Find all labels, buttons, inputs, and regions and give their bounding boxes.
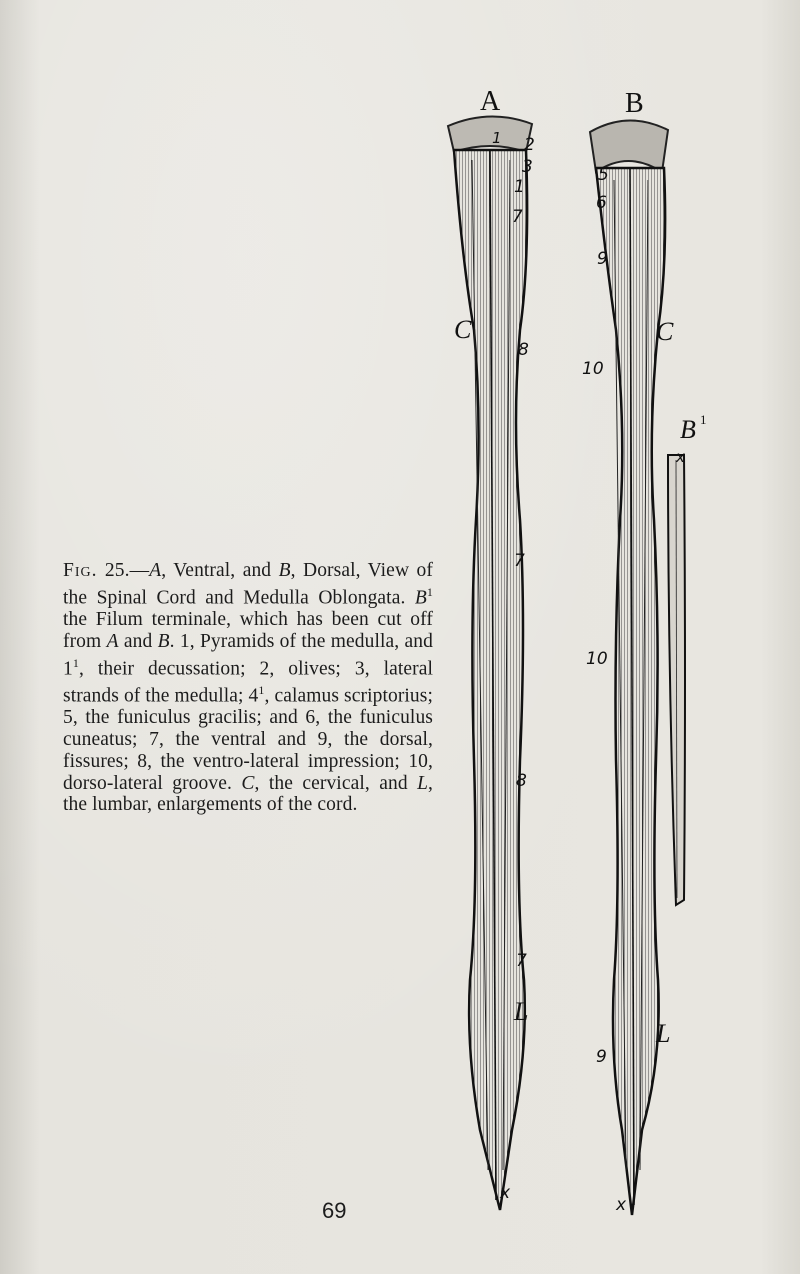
ventral-medulla-top xyxy=(448,116,532,152)
label-decussation: 1 xyxy=(492,129,502,147)
caption-superscript: 1 xyxy=(426,584,433,599)
caption-italic-letter: B xyxy=(414,587,427,609)
caption-text: , the lumbar, enlargements of the cord. xyxy=(63,772,433,816)
filum-title-sup: 1 xyxy=(700,412,707,427)
figure-caption xyxy=(63,560,433,816)
label-ventrolateral-upper: 8 xyxy=(518,340,529,360)
caption-italic-letter: L xyxy=(417,772,429,794)
caption-text: 25.— xyxy=(97,560,150,581)
caption-superscript: 1 xyxy=(258,682,265,697)
figure-label: Fig. xyxy=(63,560,98,581)
label-lumbar-a: L xyxy=(514,997,529,1026)
label-dorsolateral-lower: 10 xyxy=(586,649,608,669)
caption-text: and xyxy=(118,630,158,652)
caption-text: , Dorsal, View of the Spinal Cord and Medulla Oblongata. xyxy=(63,560,433,609)
label-dorsal-fissure-lower: 9 xyxy=(596,1047,607,1067)
dorsal-view-title: B xyxy=(625,88,644,119)
label-cut-end-a: x xyxy=(500,1183,511,1203)
caption-text: , calamus scriptorius; 5, the funiculus gracilis; and 6, the funiculus cuneatus; 7, the ventral and 9, the dorsal, fissures; 8, the ventro-lateral impression; 10, dorso-lateral groove. xyxy=(63,685,433,794)
label-ventral-fissure-lower: 7 xyxy=(516,951,527,971)
label-dorsolateral-upper: 10 xyxy=(582,359,604,379)
label-cervical-b: C xyxy=(656,317,674,346)
caption-italic-letter: B xyxy=(157,630,170,652)
filum-title: B xyxy=(680,415,696,444)
label-lumbar-b: L xyxy=(656,1019,671,1048)
caption-italic-letter: C xyxy=(241,772,255,794)
caption-text: , their decussation; 2, olives; 3, lateral strands of the medulla; 4 xyxy=(63,658,433,707)
filum-terminale-drawing xyxy=(668,412,707,905)
label-ventral-fissure-mid: 7 xyxy=(514,551,525,571)
caption-text: the Filum terminale, which has been cut off from xyxy=(63,609,433,652)
label-olives: 2 xyxy=(524,135,535,155)
label-cervical-a: C xyxy=(454,315,472,344)
caption-text: , the cervical, and xyxy=(254,772,418,794)
label-cuneatus: 6 xyxy=(596,193,607,213)
label-ventrolateral-lower: 8 xyxy=(516,771,527,791)
ventral-view-title: A xyxy=(480,86,501,117)
caption-italic-letter: B xyxy=(278,560,291,581)
caption-text: , Ventral, and xyxy=(161,560,279,581)
label-cut-end-b: x xyxy=(616,1195,627,1215)
caption-superscript: 1 xyxy=(72,655,79,670)
page-number: 69 xyxy=(322,1198,347,1223)
caption-italic-letter: A xyxy=(106,630,119,652)
dorsal-view-drawing xyxy=(582,88,674,1215)
ventral-view-drawing xyxy=(448,86,535,1210)
filum-cut-end: x xyxy=(676,448,685,466)
caption-italic-letter: A xyxy=(149,560,162,581)
label-dorsal-fissure-upper: 9 xyxy=(597,249,608,269)
caption-text: . 1, Pyramids of the medulla, and 1 xyxy=(63,630,433,680)
label-gracilis: 5 xyxy=(598,165,609,185)
label-pyramids: 1 xyxy=(514,177,525,197)
label-ventral-fissure-upper: 7 xyxy=(512,207,523,227)
label-lateral-strands: 3 xyxy=(522,157,533,177)
